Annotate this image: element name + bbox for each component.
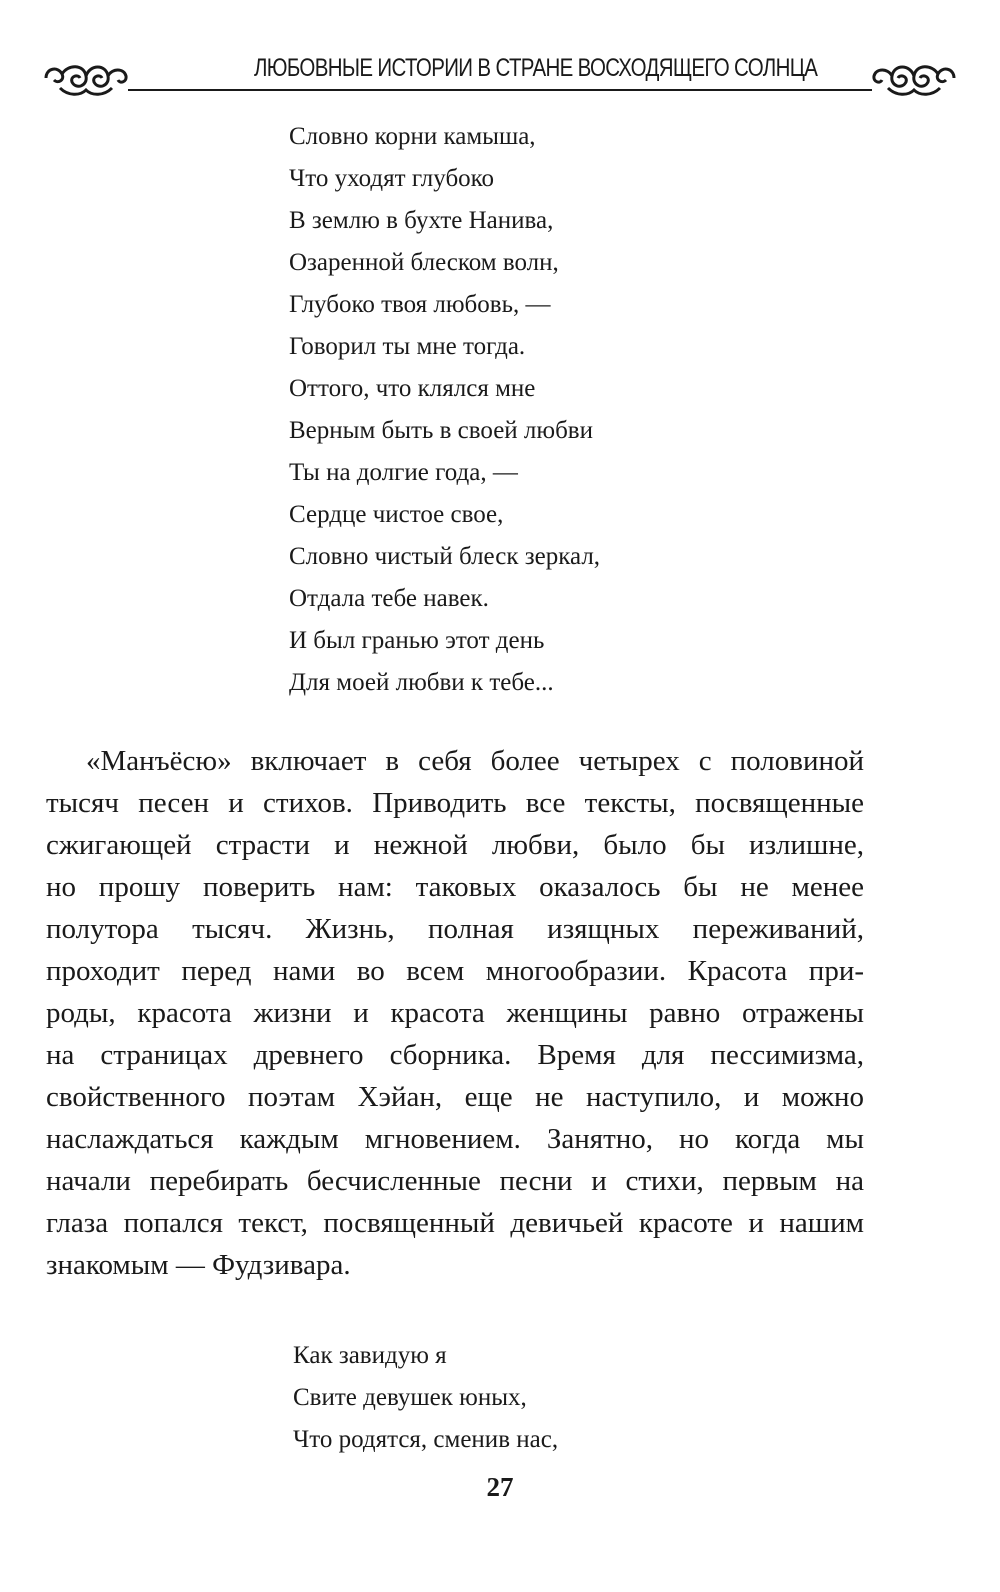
poem-line: Как завидую я [293,1342,447,1369]
poem-line: Отдала тебе навек. [289,585,489,612]
paragraph-line: начали перебирать бесчисленные песни и стихи, первым на [46,1165,864,1197]
poem-line: Сердце чистое свое, [289,501,504,528]
paragraph-line: полутора тысяч. Жизнь, полная изящных переживаний, [46,913,864,945]
paragraph-line: глаза попался текст, посвященный девичьей красоте и нашим [46,1207,864,1239]
running-header [40,52,960,104]
ornament-right-icon [868,56,960,102]
poem-line: Словно чистый блеск зеркал, [289,543,601,570]
paragraph-line: но прошу поверить нам: таковых оказалось бы не менее [46,871,864,903]
paragraph-line: тысяч песен и стихов. Приводить все тексты, посвященные [46,787,864,819]
page-number: 27 [486,1472,514,1502]
paragraph-line: проходит перед нами во всем многообразии. Красота при- [46,955,864,987]
poem-line: В землю в бухте Нанива, [289,207,554,234]
paragraph-line: свойственного поэтам Хэйан, еще не наступило, и можно [46,1081,864,1113]
poem-block-2 [293,1335,558,1461]
paragraph-line: сжигающей страсти и нежной любви, было бы излишне, [46,829,864,861]
header-rule [128,89,872,91]
paragraph-line: роды, красота жизни и красота женщины равно отражены [46,997,864,1029]
paragraph-line: на страницах древнего сборника. Время для пессимизма, [46,1039,864,1071]
poem-line: Что уходят глубоко [289,165,495,192]
poem-line: Свите девушек юных, [293,1384,527,1411]
poem-line: Говорил ты мне тогда. [289,333,526,360]
poem-line: И был гранью этот день [289,627,545,654]
poem-line: Верным быть в своей любви [289,417,593,444]
poem-line: Глубоко твоя любовь, — [289,291,551,318]
poem-block-1 [289,116,600,704]
paragraph-line: знакомым — Фудзивара. [46,1249,351,1281]
poem-line: Словно корни камыша, [289,123,536,150]
poem-line: Что родятся, сменив нас, [293,1426,559,1453]
poem-line: Оттого, что клялся мне [289,375,536,402]
paragraph-line: «Манъёсю» включает в себя более четырех с половиной [86,745,864,777]
running-header-title: ЛЮБОВНЫЕ ИСТОРИИ В СТРАНЕ ВОСХОДЯЩЕГО СОЛНЦА [254,54,818,82]
ornament-left-icon [40,56,132,102]
body-paragraph [46,740,864,1286]
poem-line: Озаренной блеском волн, [289,249,559,276]
poem-line: Ты на долгие года, — [289,459,518,486]
paragraph-line: наслаждаться каждым мгновением. Занятно, но когда мы [46,1123,864,1155]
poem-line: Для моей любви к тебе... [289,669,554,696]
